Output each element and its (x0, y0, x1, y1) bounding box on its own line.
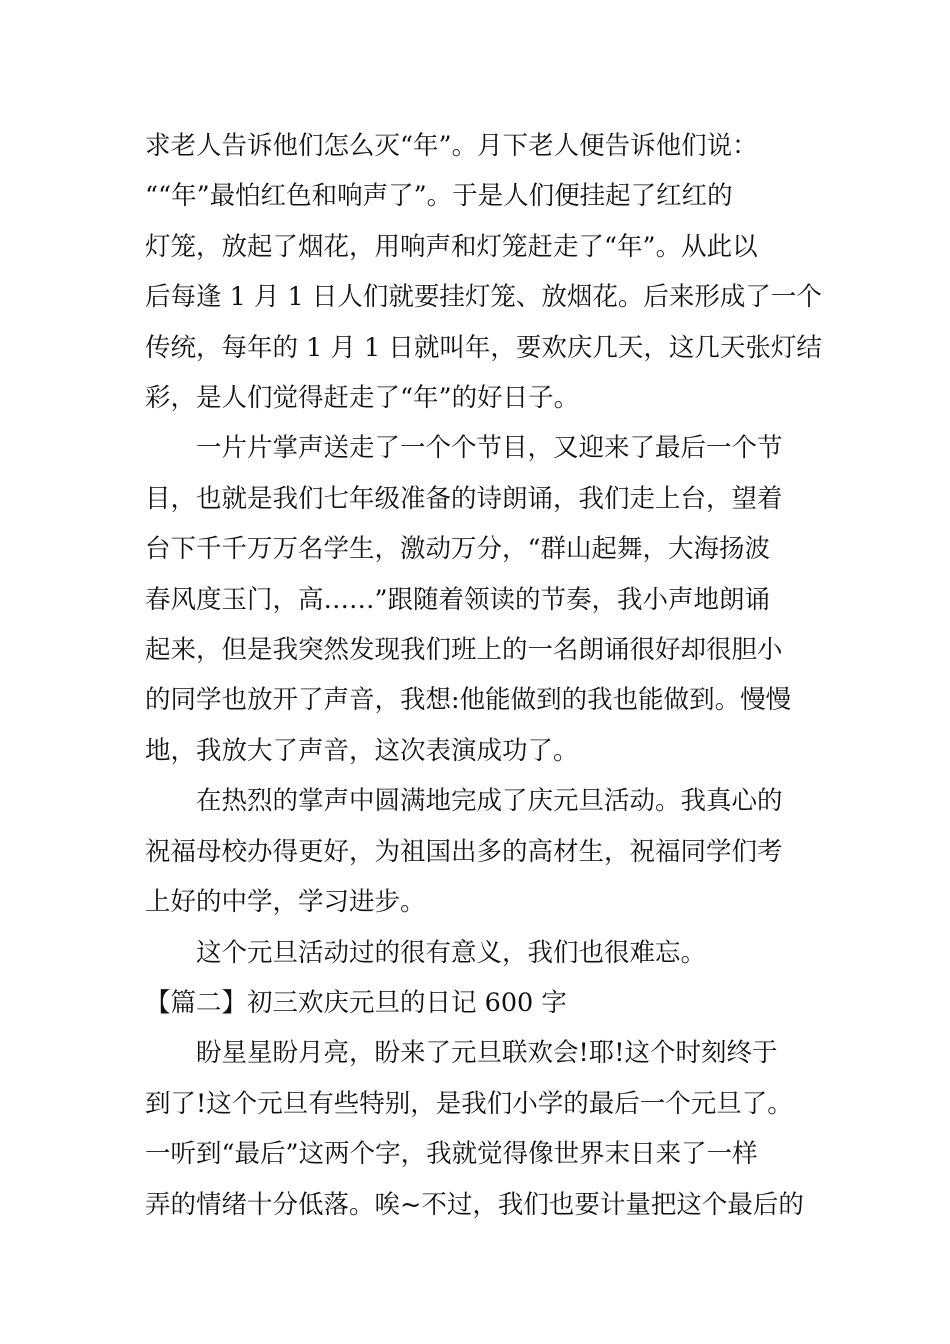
document-body (145, 121, 822, 1230)
text-line: 在热烈的掌声中圆满地完成了庆元旦活动。我真心的 (196, 786, 783, 817)
section-heading (145, 978, 815, 1028)
text-line: 到了!这个元旦有些特别，是我们小学的最后一个元旦了。 (145, 1088, 793, 1119)
text-line: 后每逢 1 月 1 日人们就要挂灯笼、放烟花。后来形成了一个 (145, 282, 822, 313)
text-line: 传统，每年的 1 月 1 日就叫年，要欢庆几天，这几天张灯结 (145, 332, 822, 363)
text-line: 台下千千万万名学生，激动万分，“群山起舞，大海扬波 (145, 534, 771, 565)
text-line: 盼星星盼月亮，盼来了元旦联欢会!耶!这个时刻终于 (196, 1038, 778, 1069)
text-line: 春风度玉门，高……”跟随着领读的节奏，我小声地朗诵 (145, 584, 771, 615)
text-line: 弄的情绪十分低落。唉~不过，我们也要计量把这个最后的 (145, 1189, 804, 1220)
text-line: 一片片掌声送走了一个个节目，又迎来了最后一个节 (196, 433, 783, 464)
text-line: 的同学也放开了声音，我想:他能做到的我也能做到。慢慢 (145, 685, 792, 716)
text-line: ““年”最怕红色和响声了”。于是人们便挂起了红红的 (145, 181, 733, 212)
text-line: 灯笼，放起了烟花，用响声和灯笼赶走了“年”。从此以 (145, 231, 758, 262)
text-line: 起来，但是我突然发现我们班上的一名朗诵很好却很胆小 (145, 635, 783, 666)
text-line: 一听到“最后”这两个字，我就觉得像世界末日来了一样 (145, 1139, 758, 1170)
section-title: 【篇二】初三欢庆元旦的日记 600 字 (145, 987, 567, 1018)
paragraph-legend-ending (145, 121, 822, 423)
paragraph-poem-recital (145, 423, 815, 776)
text-line: 上好的中学，学习进步。 (145, 887, 426, 918)
text-line: 地，我放大了声音，这次表演成功了。 (145, 735, 579, 766)
text-line: 目，也就是我们七年级准备的诗朗诵，我们走上台，望着 (145, 483, 783, 514)
text-line: 这个元旦活动过的很有意义，我们也很难忘。 (196, 937, 707, 968)
text-line: 彩，是人们觉得赶走了“年”的好日子。 (145, 383, 580, 414)
paragraph-new-year-party (145, 1028, 815, 1230)
text-line: 求老人告诉他们怎么灭“年”。月下老人便告诉他们说： (145, 131, 758, 161)
text-line: 祝福母校办得更好，为祖国出多的高材生，祝福同学们考 (145, 836, 783, 867)
paragraph-closing (145, 928, 815, 978)
paragraph-blessing (145, 776, 815, 927)
